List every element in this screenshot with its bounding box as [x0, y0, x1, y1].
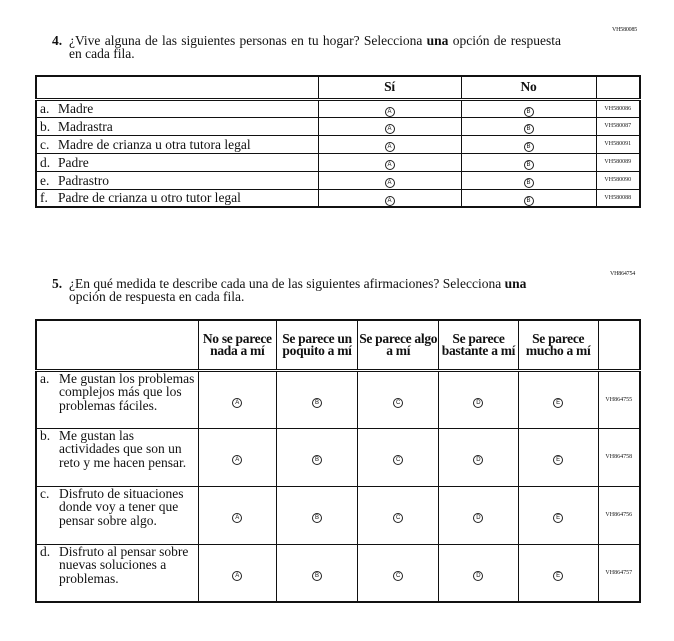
radio-bubble[interactable]: B: [312, 513, 322, 523]
header-option-d: Se parece bastante a mí: [439, 320, 519, 370]
row-label: [36, 153, 318, 171]
radio-bubble[interactable]: C: [393, 571, 403, 581]
answer-cell: [198, 428, 276, 486]
radio-bubble[interactable]: E: [553, 455, 563, 465]
answer-cell: [276, 544, 358, 602]
answer-cell: [439, 370, 519, 428]
radio-bubble[interactable]: B: [312, 571, 322, 581]
row-code: VH580088: [596, 189, 640, 207]
question-4-table: [35, 75, 641, 208]
question-5-table: [35, 319, 641, 603]
row-code: VH580090: [596, 171, 640, 189]
table-row: [36, 117, 640, 135]
answer-cell: [358, 544, 439, 602]
header-option-e: Se parece mucho a mí: [518, 320, 598, 370]
answer-cell: [198, 544, 276, 602]
row-label: [36, 99, 318, 117]
radio-bubble[interactable]: B: [524, 196, 534, 206]
row-label: [36, 544, 198, 602]
table-row: [36, 486, 640, 544]
row-label: [36, 428, 198, 486]
question-5-text-part: ¿En qué medida te describe cada una de las siguientes afirmaciones? Selecciona: [69, 276, 505, 291]
table-row: [36, 99, 640, 117]
row-letter: b.: [40, 118, 51, 134]
radio-bubble[interactable]: B: [524, 160, 534, 170]
radio-bubble[interactable]: D: [473, 571, 483, 581]
answer-cell: [518, 486, 598, 544]
answer-cell: [318, 189, 461, 207]
answer-cell: [461, 99, 596, 117]
radio-bubble[interactable]: A: [232, 455, 242, 465]
radio-bubble[interactable]: B: [524, 107, 534, 117]
row-code: VH864755: [598, 370, 640, 428]
answer-cell: [358, 486, 439, 544]
answer-cell: [461, 135, 596, 153]
row-code: VH580091: [596, 135, 640, 153]
header-blank: [36, 320, 198, 370]
table-row: [36, 544, 640, 602]
radio-bubble[interactable]: A: [232, 571, 242, 581]
row-code: VH580087: [596, 117, 640, 135]
row-label: [36, 486, 198, 544]
radio-bubble[interactable]: B: [312, 455, 322, 465]
question-4-text: [52, 33, 561, 61]
answer-cell: [318, 153, 461, 171]
radio-bubble[interactable]: E: [553, 398, 563, 408]
answer-cell: [439, 486, 519, 544]
row-text: Madre: [58, 101, 94, 116]
answer-cell: [276, 428, 358, 486]
answer-cell: [518, 428, 598, 486]
radio-bubble[interactable]: B: [524, 178, 534, 188]
row-letter: d.: [40, 543, 51, 559]
header-option-a: No se parece nada a mí: [198, 320, 276, 370]
answer-cell: [358, 370, 439, 428]
radio-bubble[interactable]: A: [385, 160, 395, 170]
row-text: Disfruto de situaciones donde voy a tener que pensar sobre algo.: [59, 485, 184, 528]
header-si: Sí: [318, 76, 461, 99]
radio-bubble[interactable]: B: [312, 398, 322, 408]
answer-cell: [461, 153, 596, 171]
radio-bubble[interactable]: E: [553, 571, 563, 581]
row-letter: d.: [40, 154, 51, 170]
row-letter: e.: [40, 172, 50, 188]
row-label: [36, 117, 318, 135]
radio-bubble[interactable]: A: [385, 178, 395, 188]
answer-cell: [198, 486, 276, 544]
radio-bubble[interactable]: C: [393, 455, 403, 465]
answer-cell: [461, 189, 596, 207]
question-4-code: VH580085: [612, 27, 638, 33]
answer-cell: [461, 117, 596, 135]
table-row: [36, 135, 640, 153]
radio-bubble[interactable]: D: [473, 455, 483, 465]
radio-bubble[interactable]: A: [385, 107, 395, 117]
table-row: [36, 153, 640, 171]
header-option-c: Se parece algo a mí: [358, 320, 439, 370]
header-code: [598, 320, 640, 370]
row-letter: f.: [40, 190, 48, 206]
radio-bubble[interactable]: A: [385, 196, 395, 206]
row-label-wrap: [40, 372, 198, 413]
header-option-b: Se parece un poquito a mí: [276, 320, 358, 370]
row-text: Padrastro: [58, 172, 109, 188]
row-letter: a.: [40, 101, 50, 116]
row-text: Madrastra: [58, 118, 113, 134]
row-text: Padre de crianza u otro tutor legal: [58, 190, 241, 206]
question-5-bold: una: [504, 276, 527, 291]
question-5-text-part: opción de respuesta en cada fila.: [69, 289, 245, 304]
row-text: Me gustan las actividades que son un reto y me hacen pensar.: [59, 427, 187, 470]
row-letter: b.: [40, 427, 51, 443]
row-label: [36, 135, 318, 153]
table-row: [36, 428, 640, 486]
radio-bubble[interactable]: C: [393, 398, 403, 408]
radio-bubble[interactable]: B: [524, 124, 534, 134]
answer-cell: [439, 544, 519, 602]
answer-cell: [318, 117, 461, 135]
row-code: VH580086: [596, 99, 640, 117]
row-letter: c.: [40, 136, 50, 152]
row-label: [36, 370, 198, 428]
question-4-bold: una: [426, 33, 449, 48]
header-blank: [36, 76, 318, 99]
answer-cell: [461, 171, 596, 189]
table-row: [36, 370, 640, 428]
row-text: Padre: [58, 154, 89, 170]
header-code: [596, 76, 640, 99]
question-4-text-part: ¿Vive alguna de las siguientes personas en tu hogar? Selecciona: [69, 33, 427, 48]
answer-cell: [518, 370, 598, 428]
table-row: [36, 189, 640, 207]
answer-cell: [318, 99, 461, 117]
question-5-code: VH864754: [610, 271, 636, 277]
answer-cell: [198, 370, 276, 428]
radio-bubble[interactable]: D: [473, 513, 483, 523]
header-no: No: [461, 76, 596, 99]
row-letter: a.: [40, 370, 50, 386]
radio-bubble[interactable]: B: [524, 142, 534, 152]
question-4-number: 4.: [52, 33, 63, 48]
row-code: VH864758: [598, 428, 640, 486]
row-label-wrap: [40, 487, 198, 528]
answer-cell: [276, 486, 358, 544]
table-row: [36, 171, 640, 189]
radio-bubble[interactable]: D: [473, 398, 483, 408]
row-text: Me gustan los problemas complejos más que los problemas fáciles.: [59, 370, 195, 413]
row-label-wrap: [40, 429, 198, 470]
row-text: Disfruto al pensar sobre nuevas soluciones a problemas.: [59, 543, 189, 586]
radio-bubble[interactable]: A: [232, 398, 242, 408]
answer-cell: [276, 370, 358, 428]
row-code: VH864757: [598, 544, 640, 602]
answer-cell: [439, 428, 519, 486]
radio-bubble[interactable]: E: [553, 513, 563, 523]
row-label-wrap: [40, 545, 198, 586]
row-text: Madre de crianza u otra tutora legal: [58, 136, 251, 152]
row-label: [36, 189, 318, 207]
question-4-text-part: opción de respuesta en cada fila.: [69, 33, 561, 61]
question-5-text: [52, 276, 561, 304]
answer-cell: [318, 135, 461, 153]
answer-cell: [358, 428, 439, 486]
radio-bubble[interactable]: C: [393, 513, 403, 523]
row-code: VH580089: [596, 153, 640, 171]
row-letter: c.: [40, 485, 50, 501]
answer-cell: [318, 171, 461, 189]
radio-bubble[interactable]: A: [385, 142, 395, 152]
question-5-number: 5.: [52, 276, 63, 291]
row-code: VH864756: [598, 486, 640, 544]
radio-bubble[interactable]: A: [232, 513, 242, 523]
answer-cell: [518, 544, 598, 602]
radio-bubble[interactable]: A: [385, 124, 395, 134]
row-label: [36, 171, 318, 189]
